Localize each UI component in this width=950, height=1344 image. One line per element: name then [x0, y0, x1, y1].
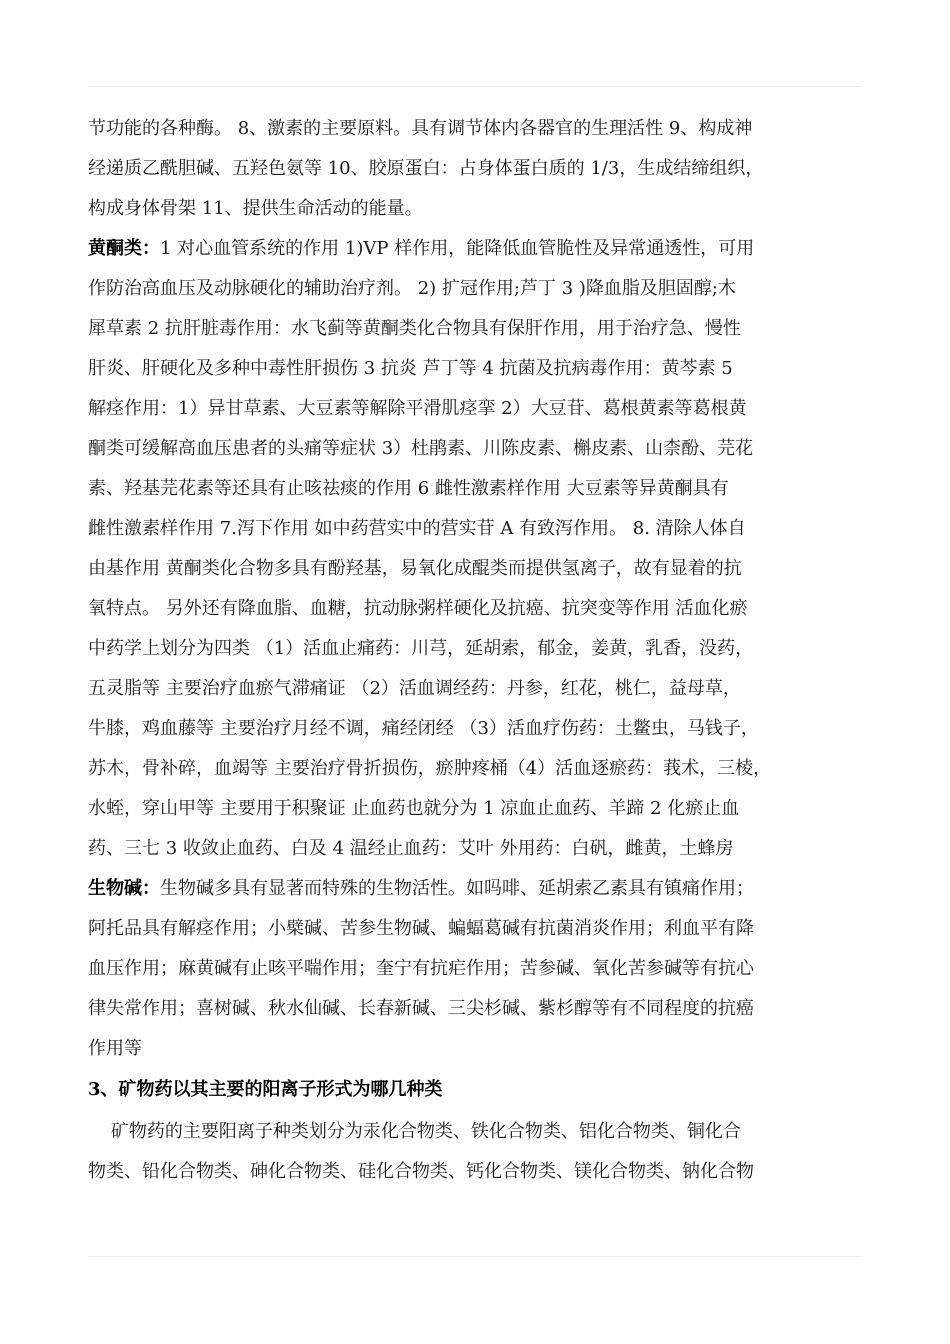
- line-text: 素、羟基芫花素等还具有止咳祛痰的作用 6 雌性激素样作用 大豆素等异黄酮具有: [88, 478, 729, 499]
- text-line-6: [88, 317, 862, 341]
- text-line-27: [88, 1160, 862, 1184]
- line-text: 苏木，骨补碎，血竭等 主要治疗骨折损伤，瘀肿疼桶（4）活血逐瘀药：莪术，三棱，: [88, 758, 772, 779]
- text-line-1: [88, 117, 862, 141]
- line-text: 节功能的各种酶。 8、激素的主要原料。具有调节体内各器官的生理活性 9、构成神: [88, 118, 753, 139]
- text-line-3: [88, 197, 862, 221]
- line-text: 药、三七 3 收敛止血药、白及 4 温经止血药：艾叶 外用药：白矾，雌黄，土蜂房: [88, 838, 734, 859]
- text-line-24: [88, 1037, 862, 1061]
- text-line-26: [88, 1120, 862, 1144]
- line-text: 氧特点。 另外还有降血脂、血糖，抗动脉粥样硬化及抗癌、抗突变等作用 活血化瘀: [88, 598, 748, 619]
- question-heading: 3、矿物药以其主要的阳离子形式为哪几种类: [88, 1079, 443, 1100]
- text-line-19: [88, 837, 862, 861]
- line-text: 律失常作用；喜树碱、秋水仙碱、长春新碱、三尖杉碱、紫杉醇等有不同程度的抗癌: [88, 998, 754, 1019]
- text-line-11: [88, 517, 862, 541]
- text-line-4: [88, 237, 862, 261]
- text-line-12: [88, 557, 862, 581]
- line-text: 构成身体骨架 11、提供生命活动的能量。: [88, 198, 423, 219]
- line-text: 作用等: [88, 1038, 142, 1059]
- line-text: 阿托品具有解痉作用；小檗碱、苦参生物碱、蝙蝠葛碱有抗菌消炎作用；利血平有降: [88, 918, 754, 939]
- line-text: 酮类可缓解高血压患者的头痛等症状 3）杜鹃素、川陈皮素、槲皮素、山柰酚、芫花: [88, 438, 754, 459]
- text-line-22: [88, 957, 862, 981]
- line-text: 血压作用；麻黄碱有止咳平喘作用；奎宁有抗疟作用；苦参碱、氧化苦参碱等有抗心: [88, 958, 754, 979]
- text-line-25: [88, 1078, 862, 1102]
- line-text: 作防治高血压及动脉硬化的辅助治疗剂。 2) 扩冠作用;芦丁 3 )降血脂及胆固醇;木: [88, 278, 736, 299]
- text-line-7: [88, 357, 862, 381]
- text-line-9: [88, 437, 862, 461]
- page-bottom-rule: [88, 1256, 862, 1257]
- text-line-5: [88, 277, 862, 301]
- text-line-16: [88, 717, 862, 741]
- text-line-21: [88, 917, 862, 941]
- line-text: 中药学上划分为四类 （1）活血止痛药：川芎，延胡索，郁金，姜黄，乳香，没药，: [88, 638, 754, 659]
- text-line-18: [88, 797, 862, 821]
- line-text: 五灵脂等 主要治疗血瘀气滞痛证 （2）活血调经药：丹参，红花，桃仁，益母草，: [88, 678, 741, 699]
- line-text: 解痉作用：1）异甘草素、大豆素等解除平滑肌痉挛 2）大豆苷、葛根黄素等葛根黄: [88, 398, 747, 419]
- line-text: 矿物药的主要阳离子种类划分为汞化合物类、铁化合物类、铝化合物类、铜化合: [88, 1121, 741, 1142]
- text-line-14: [88, 637, 862, 661]
- text-line-17: [88, 757, 862, 781]
- text-line-20: [88, 877, 862, 901]
- line-text: 1 对心血管系统的作用 1)VP 样作用，能降低血管脆性及异常通透性，可用: [160, 238, 755, 259]
- line-text: 水蛭，穿山甲等 主要用于积聚证 止血药也就分为 1 凉血止血药、羊蹄 2 化瘀止血: [88, 798, 740, 819]
- section-heading-alkaloids: 生物碱：: [88, 878, 160, 899]
- line-text: 牛膝，鸡血藤等 主要治疗月经不调，痛经闭经 （3）活血疗伤药：土鳖虫，马钱子，: [88, 718, 759, 739]
- line-text: 雌性激素样作用 7.泻下作用 如中药营实中的营实苷 A 有致泻作用。 8. 清除人体自: [88, 518, 746, 539]
- text-line-13: [88, 597, 862, 621]
- text-line-2: [88, 157, 862, 181]
- line-text: 犀草素 2 抗肝脏毒作用：水飞蓟等黄酮类化合物具有保肝作用，用于治疗急、慢性: [88, 318, 741, 339]
- line-text: 生物碱多具有显著而特殊的生物活性。如吗啡、延胡索乙素具有镇痛作用；: [160, 878, 754, 899]
- page-top-rule: [88, 86, 862, 87]
- text-line-23: [88, 997, 862, 1021]
- text-line-15: [88, 677, 862, 701]
- line-text: 经递质乙酰胆碱、五羟色氨等 10、胶原蛋白：占身体蛋白质的 1/3，生成结缔组织，: [88, 158, 764, 179]
- line-text: 肝炎、肝硬化及多种中毒性肝损伤 3 抗炎 芦丁等 4 抗菌及抗病毒作用：黄芩素 5: [88, 358, 733, 379]
- text-line-10: [88, 477, 862, 501]
- line-text: 物类、铅化合物类、砷化合物类、硅化合物类、钙化合物类、镁化合物类、钠化合物: [88, 1161, 754, 1182]
- line-text: 由基作用 黄酮类化合物多具有酚羟基，易氧化成醌类而提供氢离子，故有显着的抗: [88, 558, 742, 579]
- text-line-8: [88, 397, 862, 421]
- section-heading-flavonoids: 黄酮类：: [88, 238, 160, 259]
